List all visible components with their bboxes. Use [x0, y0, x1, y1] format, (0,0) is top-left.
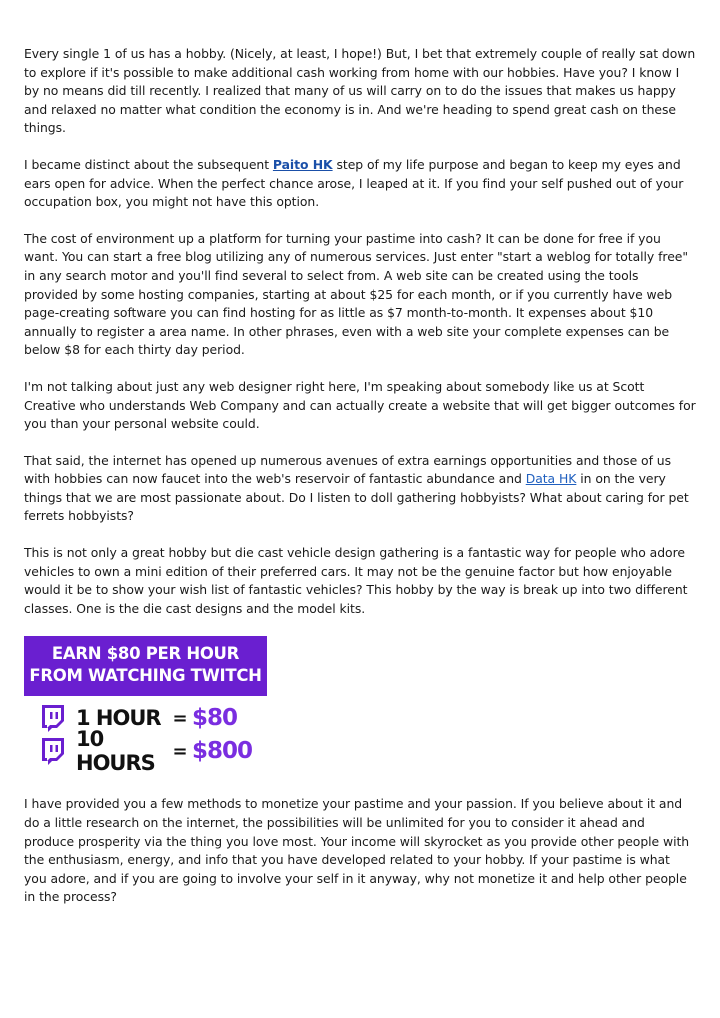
paito-hk-link[interactable]: Paito HK	[272, 156, 333, 172]
data-hk-link[interactable]: Data HK	[525, 471, 577, 487]
paragraph-2	[24, 156, 696, 212]
paragraph-4: I'm not talking about just any web designer right here, I'm speaking about somebody like us at Scott Creative who understands Web Company and can actually create a website that will get bigger outcomes for you than your personal website could.	[24, 378, 696, 432]
paragraph-2-text-start: I became distinct about the subsequent	[24, 156, 273, 172]
paragraph-2-text-end: step of my life purpose and began to keep my eyes and ears open for advice. When the perfect chance arose, I leaped at it. If you find your self pushed out of your occupation box, you might not have this option.	[24, 156, 684, 210]
promo-headline-2: FROM WATCHING TWITCH	[29, 666, 262, 686]
paragraph-7: I have provided you a few methods to monetize your pastime and your passion. If you believe about it and do a little research on the internet, the possibilities will be unlimited for you to consider it ahead and produce prosperity via the thing you love most. Your income will skyrocket as you provide other people with the enthusiasm, energy, and info that you have developed related to your hobby. If your pastime is what you adore, and if you are going to involve your self in it anyway, why not monetize it and help other people in the process?	[24, 796, 690, 905]
promo-row-2	[24, 727, 253, 776]
promo-image	[24, 636, 267, 776]
paragraph-3: The cost of environment up a platform for turning your pastime into cash? It can be done for free if you want. You can start a free blog utilizing any of numerous services. Just enter "start a weblog for totally free" in any search motor and you'll find several to select from. A web site can be created using the tools provided by some hosting companies, starting at about $25 for each month, or if you currently have web page-creating software you can find hosting for as little as $7 month-to-month. It expenses about $10 annually to register a area name. In other phrases, even with a web site your complete expenses can be below $8 for each thirty day period.	[24, 230, 688, 358]
twitch-icon	[38, 703, 66, 733]
paragraph-5-text-start: That said, the internet has opened up numerous avenues of extra earnings opportunities and those of us with hobbies can now faucet into the web's reservoir of fantastic abundance and	[24, 452, 671, 487]
paragraph-1: Every single 1 of us has a hobby. (Nicely, at least, I hope!) But, I bet that extremely couple of really sat down to explore if it's possible to make additional cash working from home with our hobbies. Have you? I know I by no means did till recently. I realized that many of us will carry on to do the issues that makes us happy and relaxed no matter what condition the economy is in. And we're heading to spend great cash on these things.	[24, 46, 696, 136]
promo-row-2-equals: =	[172, 740, 188, 762]
promo-row-2-label: 10 HOURS	[76, 727, 155, 776]
twitch-icon	[38, 736, 66, 766]
promo-row-1-equals: =	[172, 707, 188, 729]
paragraph-6: This is not only a great hobby but die cast vehicle design gathering is a fantastic way for people who adore vehicles to own a mini edition of their preferred cars. It may not be the genuine factor but how enjoyable would it be to show your wish list of fantastic vehicles? This hobby by the way is break up into two different classes. One is the die cast designs and the model kits.	[24, 545, 688, 616]
paragraph-5-text-end: in on the very things that we are most passionate about. Do I listen to doll gathering hobbyists? What about caring for pet ferrets hobbyists?	[24, 471, 689, 524]
paragraph-5	[24, 452, 696, 526]
promo-headline-1: EARN $80 PER HOUR	[51, 644, 240, 664]
promo-banner	[24, 636, 267, 696]
promo-row-1-value: $80	[192, 705, 238, 732]
promo-row-2-value: $800	[192, 738, 253, 765]
promo-row-1-label: 1 HOUR	[76, 706, 161, 731]
article-body	[24, 45, 696, 925]
